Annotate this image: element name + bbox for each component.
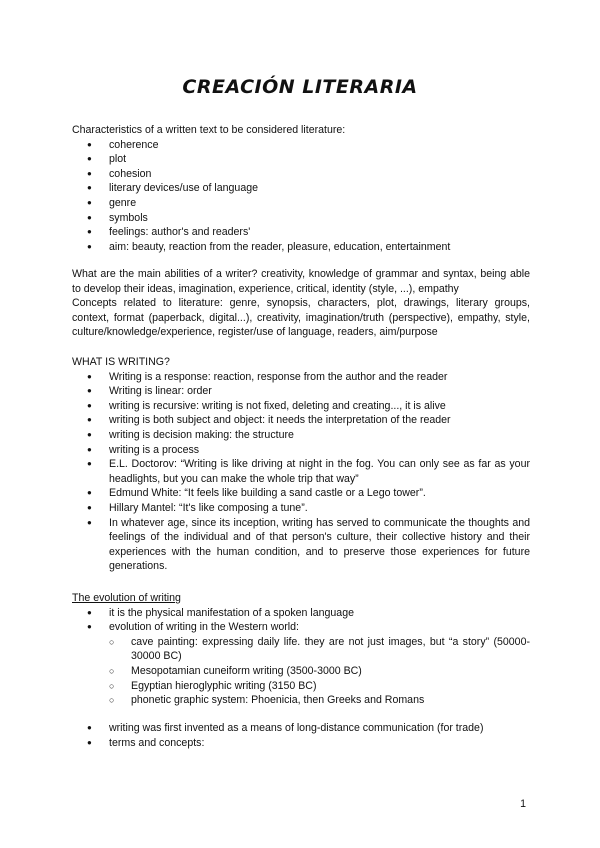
evolution-list-continued: [72, 721, 530, 750]
document-title: CREACIÓN LITERARIA: [182, 76, 418, 98]
list-item: ● Hillary Mantel: “It's like composing a tune”.: [72, 501, 530, 516]
list-item: ● genre: [72, 196, 530, 211]
evolution-list: [72, 606, 530, 635]
evolution-section: [72, 591, 530, 708]
evolution-continued: [72, 721, 530, 750]
list-item: ● Writing is a response: reaction, response from the author and the reader: [72, 370, 530, 385]
characteristics-list: [72, 138, 530, 255]
sub-list-item: ○ Mesopotamian cuneiform writing (3500-3000 BC): [72, 664, 530, 679]
list-item: ● feelings: author's and readers': [72, 225, 530, 240]
list-item: ● aim: beauty, reaction from the reader, pleasure, education, entertainment: [72, 240, 530, 255]
concepts-paragraph: Concepts related to literature: genre, synopsis, characters, plot, drawings, literary groups, context, format (paperback, digital...), creativity, imagination/truth (perspective), empathy, style, culture/knowledge/experience, register/use of language, readers, aim/purpose: [72, 297, 530, 339]
list-item: ● symbols: [72, 211, 530, 226]
list-item-text: evolution of writing in the Western world:: [109, 621, 299, 634]
page-number: 1: [520, 798, 526, 810]
list-item: ● plot: [72, 152, 530, 167]
list-item: ● literary devices/use of language: [72, 181, 530, 196]
abilities-section: [72, 267, 530, 340]
list-item: ● Edmund White: “It feels like building a sand castle or a Lego tower”.: [72, 486, 530, 501]
list-item: ● terms and concepts:: [72, 736, 530, 751]
writing-list: [72, 370, 530, 574]
sub-list-item: ○ phonetic graphic system: Phoenicia, then Greeks and Romans: [72, 693, 530, 708]
evolution-heading: The evolution of writing: [72, 592, 181, 604]
list-item: ● writing is both subject and object: it needs the interpretation of the reader: [72, 413, 530, 428]
evolution-sublist: [72, 635, 530, 708]
list-item: ● Writing is linear: order: [72, 384, 530, 399]
list-item: ● coherence: [72, 138, 530, 153]
sub-list-item: ○ cave painting: expressing daily life. they are not just images, but “a story” (50000-30000 BC): [72, 635, 530, 664]
list-item: ● writing is a process: [72, 443, 530, 458]
list-item: ● writing is recursive: writing is not fixed, deleting and creating..., it is alive: [72, 399, 530, 414]
list-item: ● writing was first invented as a means of long-distance communication (for trade): [72, 721, 530, 736]
abilities-paragraph: What are the main abilities of a writer? creativity, knowledge of grammar and syntax, being able to develop their ideas, imagination, experience, critical, identity (style, ...), empathy: [72, 268, 530, 295]
list-item: ● cohesion: [72, 167, 530, 182]
characteristics-section: [72, 123, 530, 254]
sub-list-item: ○ Egyptian hieroglyphic writing (3150 BC): [72, 679, 530, 694]
writing-heading: WHAT IS WRITING?: [72, 356, 170, 368]
writing-section: [72, 355, 530, 574]
list-item: [72, 620, 530, 635]
characteristics-heading: Characteristics of a written text to be considered literature:: [72, 124, 346, 136]
list-item: ● E.L. Doctorov: “Writing is like driving at night in the fog. You can only see as far as your headlights, but you can make the whole trip that way”: [72, 457, 530, 486]
list-item: ● writing is decision making: the structure: [72, 428, 530, 443]
list-item: ● it is the physical manifestation of a spoken language: [72, 606, 530, 621]
list-item: ● In whatever age, since its inception, writing has served to communicate the thoughts and feelings of the individual and of that person's culture, their collective history and their experiences with the human condition, and to preserve those experiences for future generations.: [72, 516, 530, 574]
